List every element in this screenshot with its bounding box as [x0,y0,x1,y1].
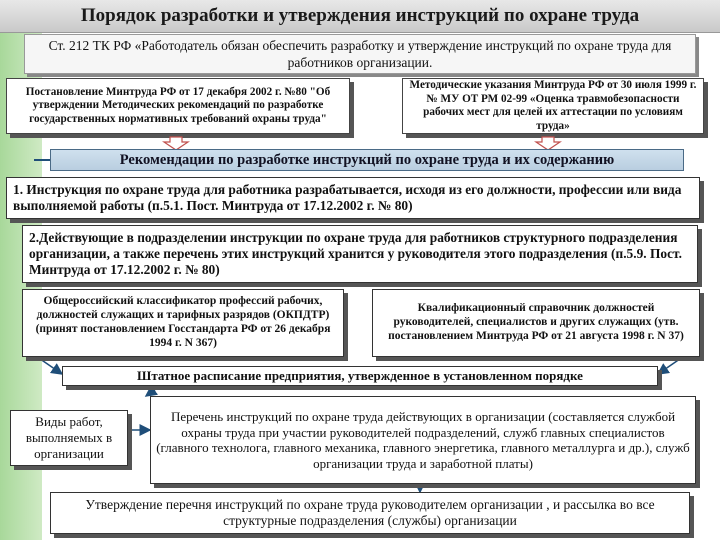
source-right-text: Методические указания Минтруда РФ от 30 июля 1999 г. № МУ ОТ РМ 02-99 «Оценка травмобезопасности рабочих мест для целей их аттестации по условиям труда» [409,79,697,132]
classifier-right-text: Квалификационный справочник должностей руководителей, специалистов и других служащих (утв. постановлением Минтруда РФ от 21 августа 1998 г. N 37) [388,302,684,342]
work-types-box [10,410,128,466]
staffing-box [62,366,658,386]
staffing-text: Штатное расписание предприятия, утвержденное в установленном порядке [137,368,583,383]
recommendations-header [50,149,684,171]
source-left-box [6,78,350,134]
recommendations-header-text: Рекомендации по разработке инструкций по охране труда и их содержанию [119,151,615,168]
work-types-text: Виды работ, выполняемых в организации [25,414,113,461]
approval-text: Утверждение перечня инструкций по охране труда руководителем организации , и рассылка во все структурные подразделения (службы) организации [85,497,655,528]
approval-box [50,492,690,534]
source-right-box [402,78,704,134]
classifier-left-box [22,289,344,357]
classifier-right-box [372,289,700,357]
classifier-left-text: Общероссийский классификатор профессий рабочих, должностей служащих и тарифных разрядов (ОКПДТР) (принят постановлением Госстандарта РФ от 26 декабря 1994 г. N 367) [35,295,331,349]
law-article-box [24,34,696,74]
recommendation-item-2-text: 2.Действующие в подразделении инструкции по охране труда для работников структурного подразделения организации, а также перечень этих инструкций хранится у руководителя этого подразделения (п.5.9. Пост. Минтруда от 17.12.2002 г. № 80) [29,230,682,277]
law-article-text: Ст. 212 ТК РФ «Работодатель обязан обеспечить разработку и утверждение инструкций по охране труда для работников организации. [48,38,672,70]
recommendation-item-1-text: 1. Инструкция по охране труда для работника разрабатывается, исходя из его должности, профессии или вида выполняемой работы (п.5.1. Пост. Минтруда от 17.12.2002 г. № 80) [13,182,682,213]
page-title: Порядок разработки и утверждения инструкций по охране труда [0,0,720,33]
recommendation-item-2 [22,225,698,283]
instructions-list-text: Перечень инструкций по охране труда действующих в организации (составляется службой охраны труда при участии руководителей подразделений, служб главных специалистов (главного технолога, главного механика, главного энергетика, главного металлурга и др.), служб организации труда и заработной платы) [156,409,690,471]
recommendation-item-1 [6,177,700,219]
arrow-staffing-list [146,386,160,396]
source-left-text: Постановление Минтруда РФ от 17 декабря 2002 г. №80 "Об утверждении Методических рекомендаций по разработке государственных нормативных требований охраны труда" [25,85,331,125]
instructions-list-box [150,396,696,484]
